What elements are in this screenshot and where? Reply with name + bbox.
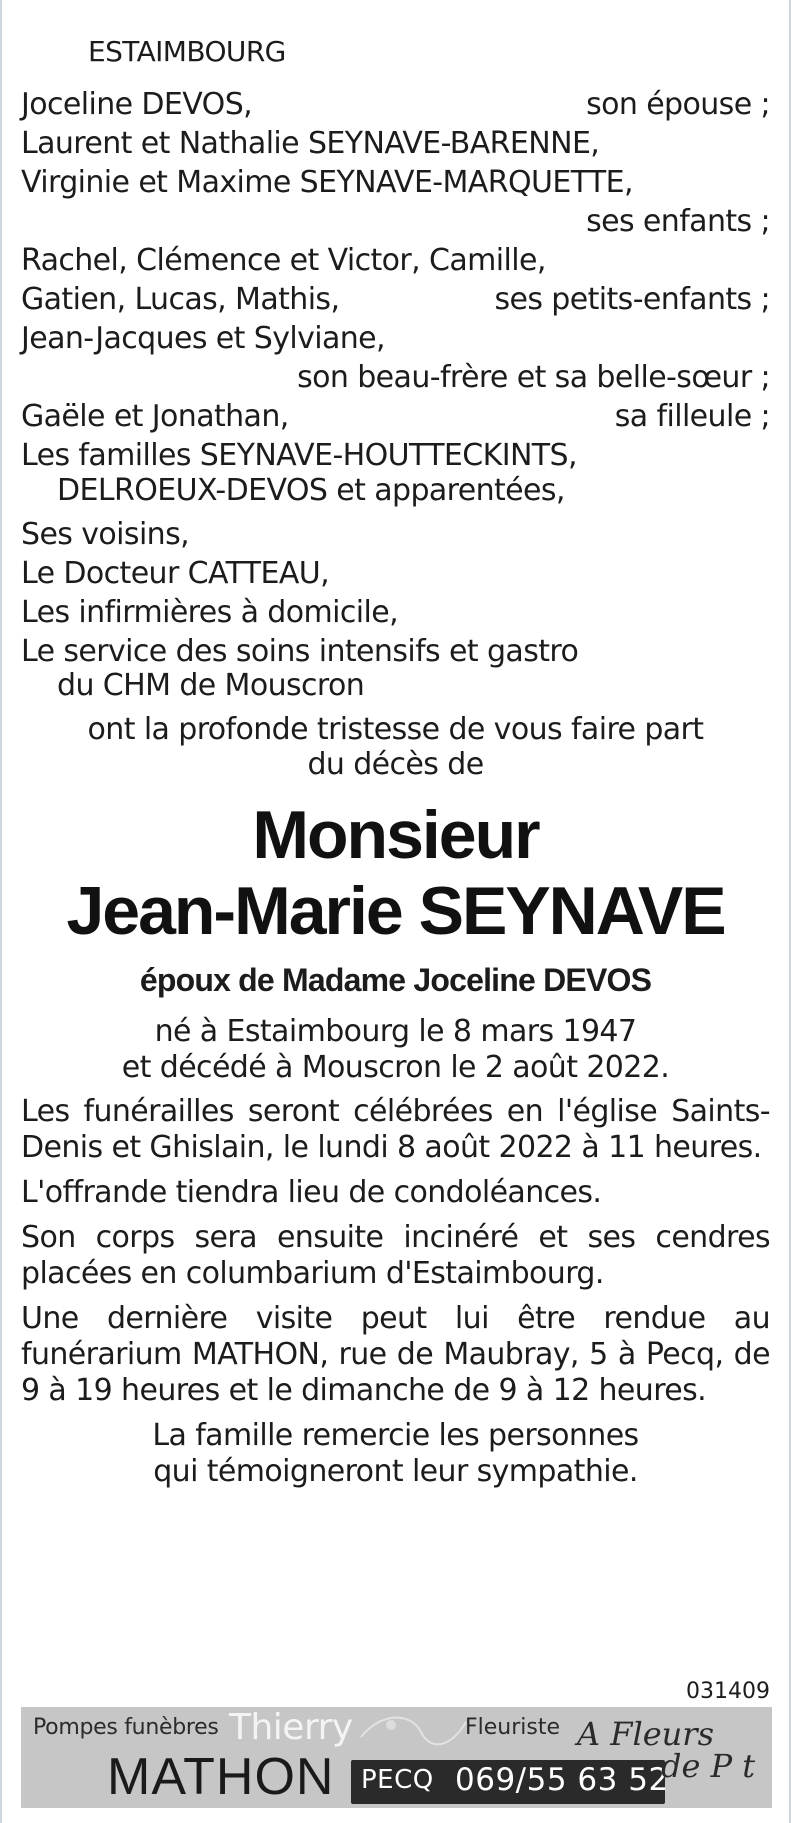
deceased-title: Monsieur bbox=[252, 797, 539, 873]
cremation-text: Son corps sera ensuite incinéré et ses cendres bbox=[21, 1220, 770, 1255]
relative-name: Laurent et Nathalie SEYNAVE-BARENNE, bbox=[21, 126, 600, 161]
relative-role: ses petits-enfants ; bbox=[494, 282, 770, 317]
town-header: ESTAIMBOURG bbox=[88, 35, 286, 68]
offering-text: L'offrande tiendra lieu de condoléances. bbox=[21, 1175, 602, 1210]
thanks-text: La famille remercie les personnes bbox=[152, 1418, 639, 1453]
relative-name: Les familles SEYNAVE-HOUTTECKINTS, bbox=[21, 438, 577, 473]
birth-line: né à Estaimbourg le 8 mars 1947 bbox=[154, 1014, 637, 1049]
cremation-text: placées en columbarium d'Estaimbourg. bbox=[21, 1256, 604, 1291]
relative-name: Le Docteur CATTEAU, bbox=[21, 556, 330, 591]
relative-name: Le service des soins intensifs et gastro bbox=[21, 634, 579, 669]
visit-text: 9 à 19 heures et le dimanche de 9 à 12 heures. bbox=[21, 1373, 707, 1408]
funeral-home-advert bbox=[21, 1707, 772, 1808]
advert-florist-label: Fleuriste bbox=[465, 1715, 561, 1740]
relative-name: Ses voisins, bbox=[21, 517, 190, 552]
florist-logo-text: de P t bbox=[661, 1747, 756, 1785]
advert-label: Pompes funèbres bbox=[33, 1715, 219, 1740]
relative-name: Joceline DEVOS, bbox=[21, 87, 253, 122]
relative-name: Gatien, Lucas, Mathis, bbox=[21, 282, 340, 317]
advert-first-name: Thierry bbox=[229, 1707, 353, 1748]
relative-role: son beau-frère et sa belle-sœur ; bbox=[297, 360, 770, 395]
thanks-text: qui témoigneront leur sympathie. bbox=[153, 1454, 638, 1489]
advert-brand: MATHON bbox=[107, 1748, 335, 1806]
florist-logo-text: A Fleurs bbox=[577, 1715, 714, 1753]
funeral-text: Denis et Ghislain, le lundi 8 août 2022 à 11 heures. bbox=[21, 1130, 762, 1165]
relative-name: du CHM de Mouscron bbox=[57, 668, 365, 703]
relative-name: Virginie et Maxime SEYNAVE-MARQUETTE, bbox=[21, 165, 633, 200]
advert-town: PECQ bbox=[361, 1765, 434, 1795]
relative-role: son épouse ; bbox=[586, 87, 770, 122]
relative-name: Gaële et Jonathan, bbox=[21, 399, 289, 434]
visit-text: funérarium MATHON, rue de Maubray, 5 à Pecq, de bbox=[21, 1337, 770, 1372]
announcement-line: ont la profonde tristesse de vous faire part bbox=[87, 712, 704, 747]
spouse-line: époux de Madame Joceline DEVOS bbox=[139, 962, 652, 998]
relative-name: DELROEUX-DEVOS et apparentées, bbox=[57, 473, 565, 508]
advert-phone: 069/55 63 52 bbox=[455, 1762, 669, 1798]
death-line: et décédé à Mouscron le 2 août 2022. bbox=[121, 1050, 670, 1085]
relative-name: Les infirmières à domicile, bbox=[21, 595, 399, 630]
relative-role: ses enfants ; bbox=[586, 204, 770, 239]
reference-number: 031409 bbox=[686, 1679, 770, 1704]
deceased-name: Jean-Marie SEYNAVE bbox=[66, 873, 725, 949]
funeral-text: Les funérailles seront célébrées en l'église Saints- bbox=[21, 1094, 770, 1129]
floral-swirl-icon bbox=[351, 1707, 471, 1757]
announcement-line: du décès de bbox=[307, 747, 484, 782]
visit-text: Une dernière visite peut lui être rendue au bbox=[21, 1301, 770, 1336]
relative-role: sa filleule ; bbox=[614, 399, 770, 434]
relative-name: Rachel, Clémence et Victor, Camille, bbox=[21, 243, 546, 278]
relative-name: Jean-Jacques et Sylviane, bbox=[21, 321, 385, 356]
